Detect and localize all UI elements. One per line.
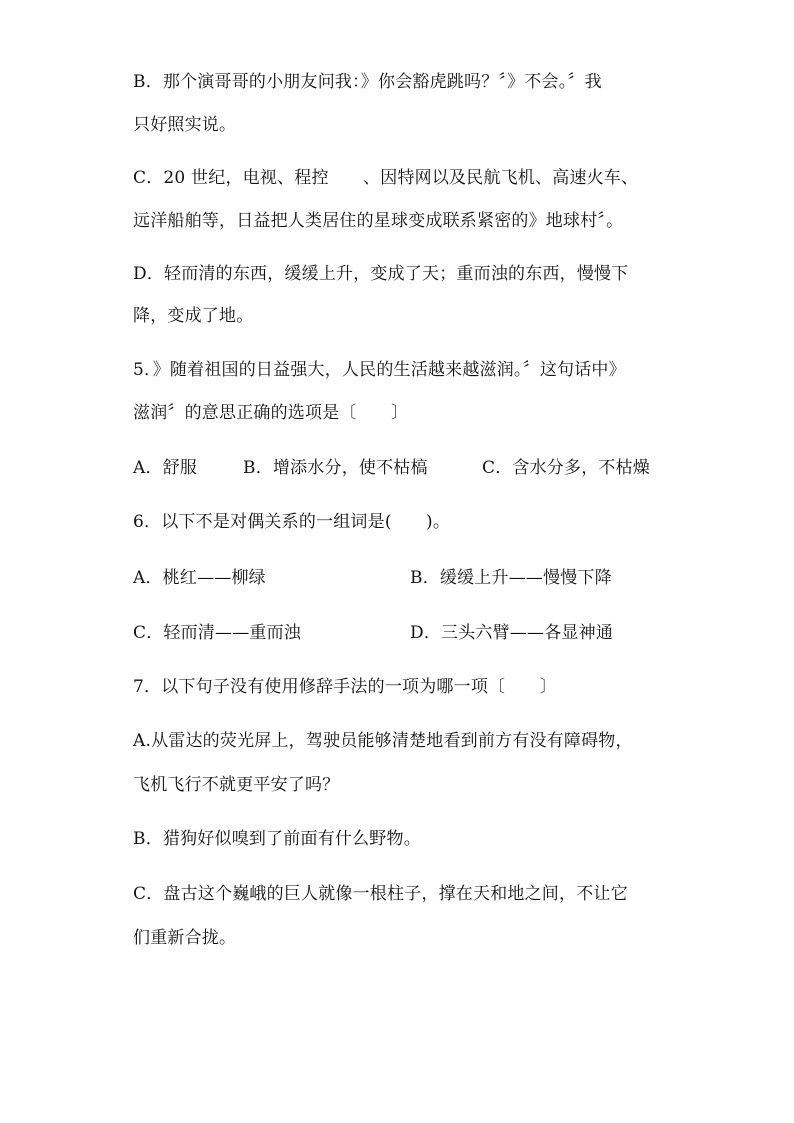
q7-option-a-line2: 飞机飞行不就更平安了吗？	[133, 775, 340, 795]
q4-option-d-line2: 降，变成了地。	[133, 306, 254, 326]
q6-stem: 6．以下不是对偶关系的一组词是( )。	[133, 512, 451, 532]
q5-stem-line2: 滋润〞的意思正确的选项是〔 〕	[133, 403, 409, 423]
q5-option-b: B．增添水分，使不枯槁	[243, 458, 428, 478]
q6-option-c: C．轻而清——重而浊	[133, 623, 302, 643]
q5-stem-line1: 5．》随着祖国的日益强大，人民的生活越来越滋润。〞这句话中》	[133, 360, 626, 380]
q7-stem: 7．以下句子没有使用修辞手法的一项为哪一项〔 〕	[133, 677, 557, 697]
q6-option-a: A．桃红——柳绿	[133, 568, 266, 588]
q4-option-b-line2: 只好照实说。	[133, 115, 237, 135]
q5-option-c: C．含水分多，不枯燥	[482, 458, 651, 478]
q6-option-b: B．缓缓上升——慢慢下降	[410, 568, 612, 588]
q4-option-c-line2: 远洋船舶等，日益把人类居住的星球变成联系紧密的》地球村〞。	[133, 211, 624, 231]
q4-option-b-line1: B．那个演哥哥的小朋友问我：》你会豁虎跳吗？〞》不会。〞我	[133, 72, 602, 92]
q7-option-b: B．猎狗好似嗅到了前面有什么野物。	[133, 829, 421, 849]
q4-option-d-line1: D．轻而清的东西，缓缓上升，变成了天；重而浊的东西，慢慢下	[133, 264, 629, 284]
q6-option-d: D．三头六臂——各显神通	[410, 623, 614, 643]
q4-option-c-line1: C．20 世纪，电视、程控 、因特网以及民航飞机、高速火车、	[133, 168, 639, 188]
q7-option-a-line1: A.从雷达的荧光屏上，驾驶员能够清楚地看到前方有没有障碍物，	[133, 731, 633, 751]
q5-option-a: A．舒服	[133, 458, 198, 478]
q7-option-c-line2: 们重新合拢。	[133, 928, 237, 948]
q7-option-c-line1: C．盘古这个巍峨的巨人就像一根柱子，撑在天和地之间，不让它	[133, 884, 628, 904]
